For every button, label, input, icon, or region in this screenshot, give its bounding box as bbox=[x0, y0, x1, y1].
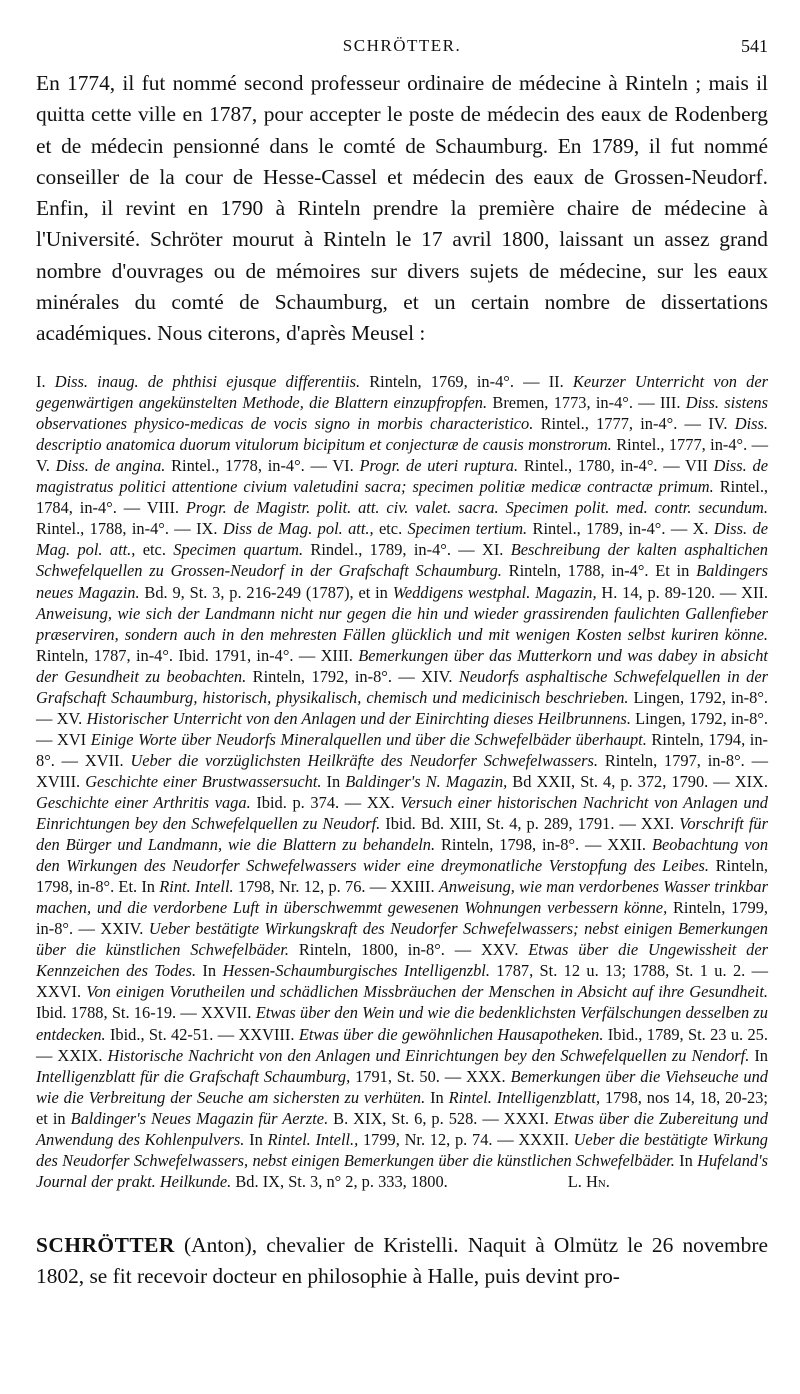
bibliography-item-title: Geschichte einer Brustwassersucht. bbox=[85, 771, 322, 791]
bibliography-item-title: Ueber bestätigte Wirkungskraft des Neudorfer Schwefelwassers; nebst einigen Bemerkungen über die künstlichen Schwefelbäder. bbox=[36, 919, 768, 960]
bibliography-item-numeral: II. bbox=[548, 372, 573, 392]
bibliography-item-numeral: XX. bbox=[366, 793, 401, 812]
bibliography-item-title: Keurzer Unterricht von der gegenwärtigen angekünstelten Methode, die Blattern einzupfropfen. bbox=[36, 372, 769, 413]
bibliography-item-publication: In bbox=[674, 1150, 698, 1170]
bibliography-item-publication: Rinteln, 1787, in-4°. Ibid. 1791, in-4°. — bbox=[36, 645, 321, 665]
bibliography-item-publication: etc. bbox=[135, 540, 174, 560]
bibliography-item-title: Diss. descriptio anatomica duorum vitulorum bicipitum et conjecturæ de causis monstrorum. bbox=[36, 414, 768, 455]
bibliography-item bbox=[36, 456, 332, 475]
bibliography-item-publication: Rinteln, 1797, in-8°. — bbox=[597, 750, 768, 770]
bibliography-item-publication: Rinteln, 1798, in-8°. Et. In bbox=[36, 856, 768, 897]
bibliography-item-title: Etwas über die gewöhnlichen Hausapotheken. bbox=[298, 1024, 604, 1044]
bibliography-item-title: Rint. Intell. bbox=[159, 877, 234, 897]
bibliography-list bbox=[36, 371, 768, 1192]
page-header bbox=[36, 0, 768, 56]
bibliography-item-publication: In bbox=[196, 961, 223, 981]
intro-paragraph: En 1774, il fut nommé second professeur ordinaire de médecine à Rinteln ; mais il quitta cette ville en 1787, pour accepter le poste de médecin des eaux de Rodenberg et de médecin pensionné dans le comté de Schaumburg. En 1789, il fut nommé conseiller de la cour de Hesse-Cassel et médecin des eaux de Grossen-Neudorf. Enfin, il revint en 1790 à Rinteln prendre la première chaire de médecine à l'Université. Schröter mourut à Rinteln le 17 avril 1800, laissant un assez grand nombre d'ouvrages ou de mémoires sur divers sujets de médecine, sur les eaux minérales du comté de Schaumburg, et un certain nombre de dissertations académiques. Nous citerons, d'après Meusel : bbox=[36, 71, 768, 346]
bibliography-item-publication: In bbox=[321, 771, 346, 791]
bibliography-item-title: Versuch einer historischen Nachricht von Anlagen und Einrichtungen bey den Schwefelquellen zu Neudorf. bbox=[36, 793, 768, 834]
bibliography-item-numeral: VII bbox=[685, 456, 714, 476]
bibliography-item-numeral: XXXII. bbox=[518, 1129, 574, 1149]
bibliography-item bbox=[57, 1046, 768, 1065]
bibliography-item-title: Anweisung, wie sich der Landmann nicht nur gegen die hin und wieder grassirenden faulichten Gallenfieber præserviren, sondern auch in den mehresten Fällen glücklich und mit wenigen Kosten selbst kuriren könne. bbox=[36, 603, 768, 644]
bibliography-item bbox=[71, 1109, 504, 1128]
bibliography-item-title: Ueber die bestätigte Wirkung des Neudorfer Schwefelwassers, nebst einigen Bemerkungen über die künstlichen Schwefelbäder. bbox=[36, 1129, 768, 1170]
bibliography-item bbox=[393, 583, 741, 602]
bibliography-item-title: Hufeland's Journal der prakt. Heilkunde. bbox=[36, 1150, 768, 1191]
bibliography-item bbox=[196, 519, 407, 538]
bibliography-item-title: Einige Worte über Neudorfs Mineralquellen und über die Schwefelbäder überhaupt. bbox=[90, 729, 647, 749]
bibliography-item-numeral: XXI. bbox=[640, 814, 680, 834]
bibliography-item-title: Specimen quartum. bbox=[173, 540, 304, 560]
bibliography-item bbox=[159, 877, 390, 896]
bibliography-item-publication: Rinteln, 1792, in-8°. — bbox=[246, 666, 422, 686]
bibliography-item-publication: Ibid., St. 42-51. — bbox=[105, 1024, 239, 1044]
bibliography-item bbox=[222, 961, 768, 980]
running-head: SCHRÖTTER. bbox=[342, 36, 462, 55]
bibliography-item-publication: Rintel., 1777, in-4°. — bbox=[533, 414, 709, 434]
bibliography-item-title: Beobachtung von den Wirkungen des Neudorfer Schwefelwassers wider eine dreymonatliche Verstopfung des Leibes. bbox=[36, 835, 769, 876]
bibliography-item-publication: Rintel., 1788, in-4°. — bbox=[36, 519, 197, 539]
bibliography-item-publication: Ibid. 1788, St. 16-19. — bbox=[36, 1003, 201, 1023]
bibliography-item-numeral: III. bbox=[659, 393, 686, 413]
bibliography-item-title: Vorschrift für den Bürger und Landmann, wie die Blattern zu behandeln. bbox=[36, 814, 768, 855]
bibliography-item bbox=[36, 772, 345, 791]
bibliography-item-publication: Ibid., 1789, St. 23 u. 25. — bbox=[36, 1024, 768, 1065]
bibliography-item-numeral: XIV. bbox=[421, 666, 459, 686]
bibliography-item-numeral: XXXI. bbox=[503, 1108, 554, 1128]
bibliography-item-numeral: XXV. bbox=[480, 940, 529, 960]
bibliography-item-title: Geschichte einer Arthritis vaga. bbox=[36, 793, 251, 812]
bibliography-item-numeral: XIX. bbox=[734, 771, 768, 791]
bibliography-item-numeral: XI. bbox=[482, 540, 511, 560]
bibliography-item-title: Historische Nachricht von den Anlagen und Einrichtungen bey den Schwefelquellen zu Nendorf. bbox=[107, 1045, 750, 1065]
bibliography-item-publication: Rinteln, 1798, in-8°. — bbox=[435, 835, 608, 855]
bibliography-item-title: Beschreibung der kalten asphaltichen Schwefelquellen zu Grossen-Neudorf in der Grafschaft Schaumburg. bbox=[36, 540, 768, 581]
bibliography-item bbox=[36, 372, 549, 391]
bibliography-item-publication: Rintel., 1784, in-4°. — bbox=[36, 477, 769, 518]
bibliography-item-numeral: XXVIII. bbox=[238, 1024, 299, 1044]
bibliography-item-publication: 1787, St. 12 u. 13; 1788, St. 1 u. 2. — bbox=[489, 961, 768, 981]
bibliography-item-publication: 1799, Nr. 12, p. 74. — bbox=[358, 1129, 519, 1149]
page-number: 541 bbox=[741, 36, 768, 56]
bibliography-item-numeral: XVI bbox=[56, 729, 91, 749]
bibliography-item-title: Diss. inaug. de phthisi ejusque differentiis. bbox=[54, 372, 361, 392]
bibliography-item-numeral: XXVII. bbox=[200, 1003, 256, 1023]
bibliography-item-publication: Ibid. Bd. XIII, St. 4, p. 289, 1791. — bbox=[380, 814, 641, 834]
bibliography-item bbox=[408, 519, 693, 538]
bibliography-item-title: Progr. de uteri ruptura. bbox=[359, 456, 519, 476]
bibliography-item-numeral: XV. bbox=[56, 708, 87, 728]
bibliography-item-title: Bemerkungen über die Viehseuche und wie die Verbreitung der Seuche am sichersten zu verhüten. bbox=[36, 1066, 768, 1107]
bibliography-item-numeral: XXIII. bbox=[390, 877, 439, 897]
bibliography-item-title: Von einigen Vorutheilen und schädlichen Missbräuchen der Menschen in Absicht auf ihre Gesundheit. bbox=[86, 982, 768, 1002]
bibliography-item-title: Intelligenzblatt für die Grafschaft Schaumburg, bbox=[36, 1066, 351, 1086]
bibliography-item-publication: 1791, St. 50. — bbox=[350, 1066, 466, 1086]
bibliography-item-title: Specimen tertium. bbox=[407, 519, 528, 539]
bibliography-item-publication: Rinteln, 1800, in-8°. — bbox=[289, 940, 481, 960]
bibliography-item-title: Baldinger's Neues Magazin für Aerzte. bbox=[70, 1108, 329, 1128]
bibliography-item-title: Diss. de angina. bbox=[55, 456, 166, 476]
bibliography-item-title: Progr. de Magistr. polit. att. civ. valet. sacra. Specimen polit. med. contr. secundum. bbox=[185, 498, 768, 518]
bibliography-item bbox=[345, 772, 734, 791]
bibliography-item-publication: Rintel., 1780, in-4°. — bbox=[518, 456, 686, 476]
bibliography-item-numeral: V. bbox=[36, 456, 56, 476]
bibliography-item-numeral: XXVI. bbox=[36, 982, 87, 1002]
bibliography-item bbox=[268, 1130, 519, 1149]
entry-text: (Anton), chevalier de Kristelli. Naquit à Olmütz le 26 novembre 1802, se fit recevoir docteur en philosophie à Halle, puis devint pro- bbox=[36, 1232, 768, 1289]
bibliography-item-publication: Rinteln, 1799, in-8°. — bbox=[36, 898, 768, 939]
bibliography-item-publication: In bbox=[749, 1045, 768, 1065]
bibliography-item bbox=[85, 751, 768, 770]
bibliography-item bbox=[332, 456, 685, 475]
bibliography-item-title: Rintel. Intell., bbox=[267, 1129, 359, 1149]
bibliography-item-title: Diss. de Mag. pol. att., bbox=[36, 519, 768, 560]
bibliography-item-numeral: XVII. bbox=[84, 750, 131, 770]
bibliography-item-title: Neudorfs asphaltische Schwefelquellen in der Grafschaft Schaumburg, historisch, physikalisch, chemisch und medicinisch beschrieben. bbox=[36, 666, 768, 707]
bibliography-item-publication: 1798, nos 14, 18, 20-23; et in bbox=[36, 1087, 768, 1128]
bibliography-item-numeral: XII. bbox=[741, 582, 769, 602]
bibliography-item-publication: etc. bbox=[373, 519, 408, 539]
entry-name: SCHRÖTTER bbox=[36, 1232, 175, 1257]
next-entry bbox=[36, 1230, 768, 1293]
bibliography-item-numeral: VIII. bbox=[146, 498, 186, 518]
bibliography-item-numeral: XXII. bbox=[607, 835, 652, 855]
bibliography-item-numeral: XXIX. bbox=[57, 1045, 108, 1065]
bibliography-item-title: Weddigens westphal. Magazin, bbox=[392, 582, 597, 602]
bibliography-item-publication: Rintel., 1778, in-4°. — bbox=[165, 456, 333, 476]
bibliography-items bbox=[36, 372, 768, 1191]
author-signature: L. Hn. bbox=[567, 1171, 610, 1191]
bibliography-item-numeral: XVIII. bbox=[36, 771, 86, 791]
bibliography-item-numeral: IX. bbox=[196, 519, 223, 539]
bibliography-item-numeral: X. bbox=[692, 519, 714, 539]
bibliography-item-title: Diss. sistens observationes physico-medicas de vocis signo in morbis characteristico. bbox=[36, 393, 769, 434]
bibliography-item-title: Rintel. Intelligenzblatt, bbox=[448, 1087, 601, 1107]
bibliography-item-publication: H. 14, p. 89-120. — bbox=[596, 582, 742, 602]
bibliography-item-publication: Bd. IX, St. 3, n° 2, p. 333, 1800. bbox=[231, 1171, 448, 1191]
bibliography-item-title: Diss de Mag. pol. att., bbox=[222, 519, 374, 539]
bibliography-item-title: Etwas über die Zubereitung und Anwendung des Kohlenpulvers. bbox=[36, 1108, 769, 1149]
bibliography-item bbox=[36, 1067, 466, 1086]
bibliography-item-publication: Bd. 9, St. 3, p. 216-249 (1787), et in bbox=[139, 582, 393, 602]
bibliography-item bbox=[173, 540, 482, 559]
bibliography-item-publication: Rintel., 1789, in-4°. — bbox=[527, 519, 693, 539]
bibliography-item-publication: Rinteln, 1769, in-4°. — bbox=[360, 372, 549, 392]
bibliography-item-publication: Ibid. p. 374. — bbox=[250, 793, 367, 812]
bibliography-item-title: Etwas über die Ungewissheit der Kennzeichen des Todes. bbox=[36, 940, 768, 981]
bibliography-item-title: Bemerkungen über das Mutterkorn und was dabey in absicht der Gesundheit zu beobachten. bbox=[36, 645, 768, 686]
bibliography-item-publication: Rinteln, 1794, in-8°. — bbox=[36, 729, 768, 770]
bibliography-item-title: Baldingers neues Magazin. bbox=[36, 561, 768, 602]
bibliography-item-numeral: I. bbox=[36, 372, 55, 392]
bibliography-item-publication: Bd XXII, St. 4, p. 372, 1790. — bbox=[507, 771, 735, 791]
page bbox=[36, 0, 768, 1314]
bibliography-item-title: Historischer Unterricht von den Anlagen und der Einirchting dieses Heilbrunnens. bbox=[86, 708, 631, 728]
bibliography-item-publication: Rintel., 1777, in-4°. — bbox=[611, 435, 769, 455]
bibliography-item-publication: Bremen, 1773, in-4°. — bbox=[487, 393, 660, 413]
bibliography-item-numeral: XXIV. bbox=[100, 919, 149, 939]
bibliography-item-numeral: IV. bbox=[708, 414, 735, 434]
bibliography-item-numeral: XXX. bbox=[465, 1066, 511, 1086]
bibliography-item-title: Etwas über den Wein und wie die bedenklichsten Verfälschungen desselben zu entdecken. bbox=[36, 1003, 768, 1044]
bibliography-item-title: Ueber die vorzüglichsten Heilkräfte des Neudorfer Schwefelwassers. bbox=[130, 750, 598, 770]
bibliography-item-title: Hessen-Schaumburgisches Intelligenzbl. bbox=[222, 961, 490, 981]
bibliography-item-numeral: XIII. bbox=[320, 645, 359, 665]
bibliography-item-publication: Rinteln, 1788, in-4°. Et in bbox=[501, 561, 697, 581]
bibliography-item-title: Diss. de magistratus politici attentione civium valetudini sacra; specimen politiæ medicæ contractæ primum. bbox=[36, 456, 768, 497]
bibliography-item-publication: In bbox=[425, 1087, 449, 1107]
bibliography-item-publication: B. XIX, St. 6, p. 528. — bbox=[328, 1108, 504, 1128]
bibliography-item-publication: 1798, Nr. 12, p. 76. — bbox=[233, 877, 391, 897]
bibliography-item-publication: Lingen, 1792, in-8°. — bbox=[36, 687, 768, 728]
bibliography-item-publication: Lingen, 1792, in-8°. — bbox=[36, 708, 768, 749]
bibliography-item-publication: Rindel., 1789, in-4°. — bbox=[303, 540, 483, 560]
bibliography-item-publication: In bbox=[244, 1129, 268, 1149]
bibliography-item-title: Anweisung, wie man verdorbenes Wasser trinkbar machen, und die verdorbene Luft in überschwemmt gewesenen Wohnungen verbessern könne, bbox=[36, 877, 768, 918]
bibliography-item-numeral: VI. bbox=[332, 456, 360, 476]
bibliography-item-title: Baldinger's N. Magazin, bbox=[345, 771, 508, 791]
